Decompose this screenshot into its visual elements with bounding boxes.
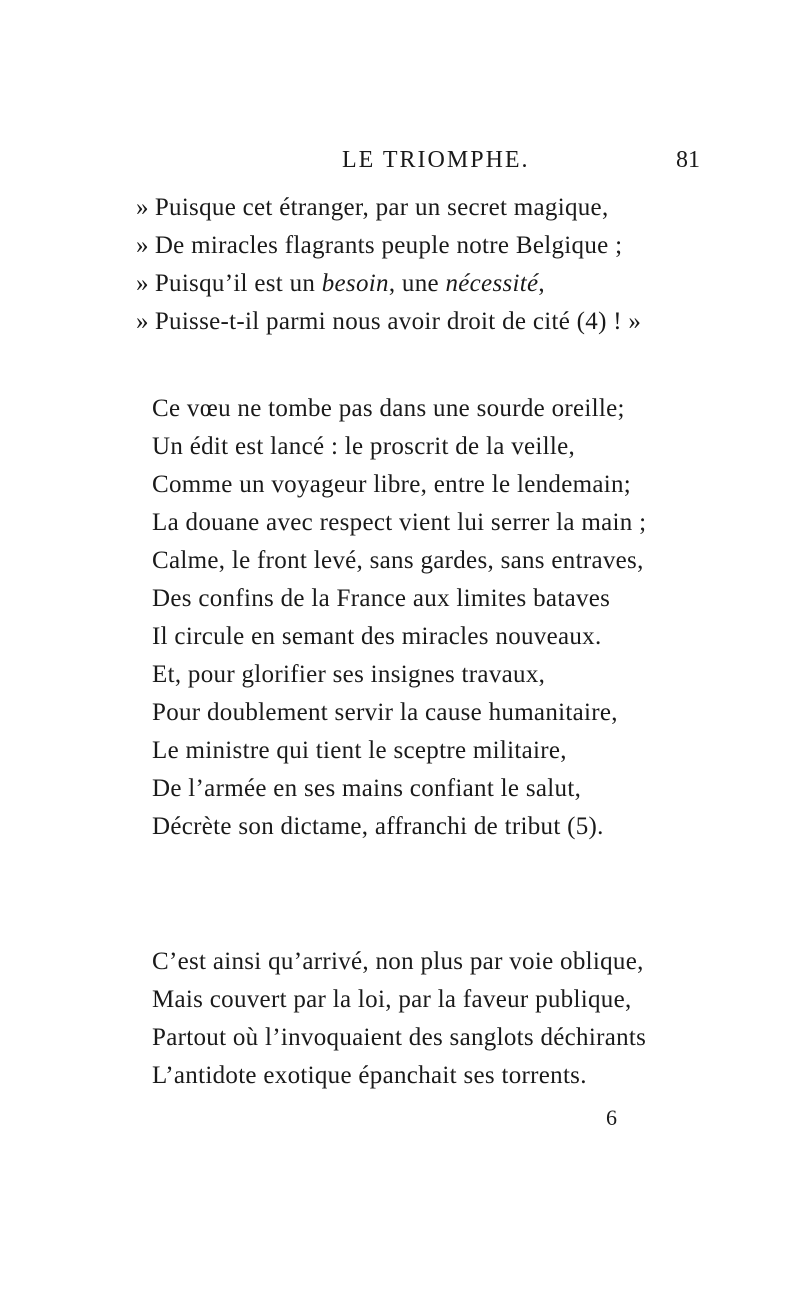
verse-emphasis: nécessité [445, 270, 539, 297]
quote-mark: » [136, 194, 149, 221]
verse-line: Un édit est lancé : le proscrit de la veille, [152, 433, 576, 460]
page-number: 81 [676, 147, 700, 173]
verse-line: Mais couvert par la loi, par la faveur publique, [152, 986, 632, 1013]
quote-mark: » [136, 270, 149, 297]
verse-line: De l’armée en ses mains confiant le salut, [152, 775, 582, 802]
signature-mark: 6 [606, 1105, 617, 1130]
verse-text: , une [388, 270, 446, 297]
verse-line: C’est ainsi qu’arrivé, non plus par voie oblique, [152, 948, 644, 975]
verse-line: Et, pour glorifier ses insignes travaux, [152, 661, 546, 688]
quote-mark: » [136, 232, 149, 259]
verse-line [136, 268, 545, 300]
verse-line: Pour doublement servir la cause humanitaire, [152, 699, 618, 726]
verse-text: Puisque cet étranger, par un secret magique, [154, 194, 609, 221]
page-header [0, 145, 800, 175]
verse-line: Décrète son dictame, affranchi de tribut (5). [152, 813, 604, 840]
verse-line [136, 306, 641, 338]
verse-line [136, 230, 622, 262]
verse-line: Des confins de la France aux limites bataves [152, 585, 611, 612]
verse-line: L’antidote exotique épanchait ses torrents. [152, 1062, 587, 1089]
quote-mark: » [136, 308, 149, 335]
verse-line: Ce vœu ne tombe pas dans une sourde oreille; [152, 395, 625, 422]
verse-line [136, 192, 609, 224]
verse-text: De miracles flagrants peuple notre Belgique ; [154, 232, 623, 259]
verse-text: Puisse-t-il parmi nous avoir droit de cité (4) ! » [154, 308, 642, 335]
verse-text: Puisqu’il est un [154, 270, 322, 297]
verse-line: Calme, le front levé, sans gardes, sans entraves, [152, 547, 644, 574]
verse-text: , [538, 270, 545, 297]
verse-line: Partout où l’invoquaient des sanglots déchirants [152, 1024, 647, 1051]
verse-line: Comme un voyageur libre, entre le lendemain; [152, 471, 632, 498]
verse-line: Il circule en semant des miracles nouveaux. [152, 623, 602, 650]
verse-emphasis: besoin [321, 270, 389, 297]
verse-line: La douane avec respect vient lui serrer la main ; [152, 509, 647, 536]
running-title: LE TRIOMPHE. [342, 147, 530, 173]
verse-line: Le ministre qui tient le sceptre militaire, [152, 737, 567, 764]
